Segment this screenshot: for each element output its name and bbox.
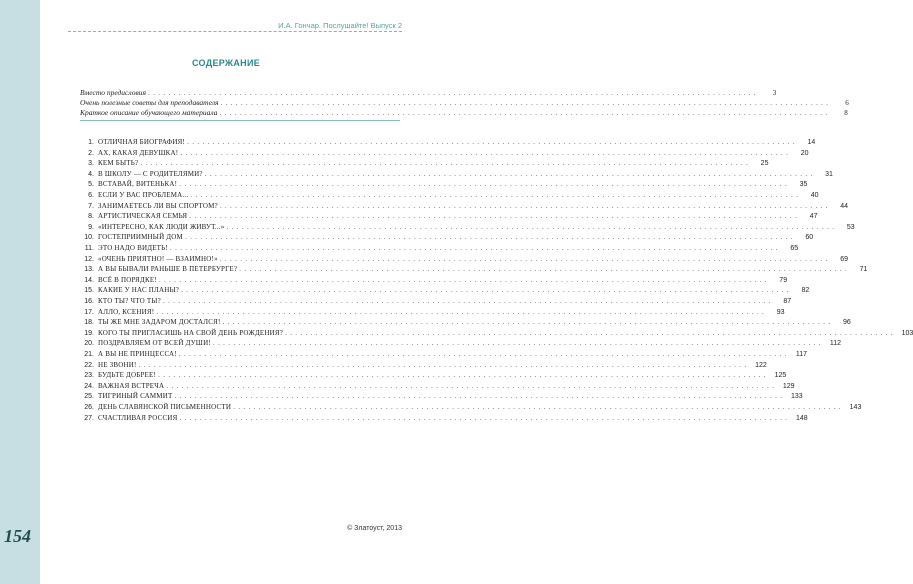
- chapter-number: 25.: [84, 393, 94, 401]
- chapter-number: 9.: [88, 223, 94, 231]
- dot-leader: . . . . . . . . . . . . . . . . . . . . . . . . . . . . . . . . . . . . . . . . . . . . . . . . . . . . . . . . . . . . . . . . . . . . . . . . . . . . . . . . . . . . . . . . . . . . . . . . . . . . . . . . . . . . . . . . . . . . . . . .: [226, 223, 835, 231]
- page-ref: 79: [779, 276, 788, 284]
- dot-leader: . . . . . . . . . . . . . . . . . . . . . . . . . . . . . . . . . . . . . . . . . . . . . . . . . . . . . . . . . . . . . . . . . . . . . . . . . . . . . . . . . . . . . . . . . . . . . . . . . . . . . . . . . . . . . . . . . . . . . . . .: [233, 404, 842, 411]
- chapter-number: 7.: [88, 202, 94, 210]
- chapter-title: ЗАНИМАЕТЕСЬ ЛИ ВЫ СПОРТОМ?: [98, 201, 218, 210]
- dot-leader: . . . . . . . . . . . . . . . . . . . . . . . . . . . . . . . . . . . . . . . . . . . . . . . . . . . . . . . . . . . . . . . . . . . . . . . . . . . . . . . . . . . . . . . . . . . . . . . . . . . . . . . . . . . . . . . . . . . . . . . .: [179, 181, 788, 189]
- toc-entry: [80, 243, 799, 253]
- page-ref: 112: [829, 340, 842, 348]
- page-ref: 53: [846, 223, 855, 231]
- toc-entry: [80, 179, 808, 189]
- toc-entry: [80, 254, 848, 264]
- dot-leader: . . . . . . . . . . . . . . . . . . . . . . . . . . . . . . . . . . . . . . . . . . . . . . . . . . . . . . . . . . . . . . . . . . . . . . . . . . . . . . . . . . . . . . . . . . . . . . . . . . . . . . . . . . . . . . . . . . . . . . . .: [204, 170, 813, 178]
- page-ref: 14: [807, 139, 816, 146]
- dot-leader: . . . . . . . . . . . . . . . . . . . . . . . . . . . . . . . . . . . . . . . . . . . . . . . . . . . . . . . . . . . . . . . . . . . . . . . . . . . . . . . . . . . . . . . . . . . . . . . . . . . . . . . . . . . . . . . . . . . . . . . .: [174, 393, 783, 401]
- chapter-title: КАКИЕ У НАС ПЛАНЫ?: [98, 286, 180, 295]
- page-ref: 87: [783, 298, 792, 305]
- dot-leader: . . . . . . . . . . . . . . . . . . . . . . . . . . . . . . . . . . . . . . . . . . . . . . . . . . . . . . . . . . . . . . . . . . . . . . . . . . . . . . . . . . . . . . . . . . . . . . . . . . . . . . . . . . . . . . . . . . . . . . . .: [219, 110, 828, 117]
- toc-entry: [80, 264, 868, 274]
- toc-entry: [80, 391, 803, 401]
- page-ref: 133: [790, 393, 803, 401]
- toc-entry: [80, 370, 787, 380]
- page-ref: 60: [805, 234, 814, 242]
- page-ref: 47: [809, 213, 818, 221]
- chapter-number: 22.: [84, 361, 94, 369]
- dot-leader: . . . . . . . . . . . . . . . . . . . . . . . . . . . . . . . . . . . . . . . . . . . . . . . . . . . . . . . . . . . . . . . . . . . . . . . . . . . . . . . . . . . . . . . . . . . . . . . . . . . . . . . . . . . . . . . . . . . . . . . .: [166, 382, 775, 390]
- page-ref: 96: [842, 319, 851, 327]
- toc-entry: [80, 201, 849, 211]
- chapter-title: ТИГРИНЫЙ САММИТ: [98, 392, 173, 401]
- page-ref: 71: [859, 266, 868, 274]
- chapter-number: 17.: [84, 308, 94, 316]
- toc-entry: [80, 158, 769, 168]
- page-ref: 35: [799, 181, 808, 189]
- toc-entry: [80, 275, 788, 285]
- toc-entry: [80, 402, 862, 412]
- chapter-number: 19.: [84, 329, 94, 337]
- page-ref: 31: [825, 170, 833, 178]
- toc-entry: [80, 296, 792, 306]
- chapter-number: 4.: [88, 170, 94, 178]
- page-ref: 20: [800, 149, 809, 157]
- chapter-title: «ОЧЕНЬ ПРИЯТНО! — ВЗАИМНО!»: [98, 254, 218, 263]
- chapter-number: 20.: [84, 340, 94, 348]
- dot-leader: . . . . . . . . . . . . . . . . . . . . . . . . . . . . . . . . . . . . . . . . . . . . . . . . . . . . . . . . . . . . . . . . . . . . . . . . . . . . . . . . . . . . . . . . . . . . . . . . . . . . . . . . . . . . . . . . . . . . . . . .: [190, 192, 799, 199]
- page-ref: 6: [845, 99, 849, 107]
- intro-title: Краткое описание обучающего материала: [80, 108, 218, 117]
- chapter-title: АЛЛО, КСЕНИЯ!: [98, 307, 155, 316]
- page-ref: 65: [790, 245, 799, 252]
- intro-entry: [80, 98, 849, 108]
- page-ref: 129: [782, 382, 795, 390]
- chapter-title: ДЕНЬ СЛАВЯНСКОЙ ПИСЬМЕННОСТИ: [98, 403, 232, 411]
- page-ref: 148: [795, 414, 808, 422]
- dot-leader: . . . . . . . . . . . . . . . . . . . . . . . . . . . . . . . . . . . . . . . . . . . . . . . . . . . . . . . . . . . . . . . . . . . . . . . . . . . . . . . . . . . . . . . . . . . . . . . . . . . . . . . . . . . . . . . . . . . . . . . .: [219, 255, 828, 263]
- chapter-title: А ВЫ НЕ ПРИНЦЕССА!: [98, 350, 177, 358]
- dot-leader: . . . . . . . . . . . . . . . . . . . . . . . . . . . . . . . . . . . . . . . . . . . . . . . . . . . . . . . . . . . . . . . . . . . . . . . . . . . . . . . . . . . . . . . . . . . . . . . . . . . . . . . . . . . . . . . . . . . . . . . .: [222, 319, 831, 327]
- chapter-number: 10.: [84, 234, 94, 242]
- chapter-title: ЭТО НАДО ВИДЕТЬ!: [98, 244, 168, 252]
- toc-entry: [80, 381, 795, 391]
- page-ref: 93: [776, 308, 785, 316]
- chapter-number: 23.: [84, 372, 94, 380]
- chapter-number: 11.: [84, 245, 94, 252]
- chapter-title: «ИНТЕРЕСНО, КАК ЛЮДИ ЖИВУТ...»: [98, 222, 225, 231]
- page-ref: 117: [795, 351, 807, 358]
- dot-leader: . . . . . . . . . . . . . . . . . . . . . . . . . . . . . . . . . . . . . . . . . . . . . . . . . . . . . . . . . . . . . . . . . . . . . . . . . . . . . . . . . . . . . . . . . . . . . . . . . . . . . . . . . . . . . . . . . . . . . . . .: [184, 234, 794, 242]
- toc-entry: [80, 232, 814, 242]
- chapter-number: 14.: [84, 276, 94, 284]
- toc-entry: [80, 222, 855, 232]
- chapter-title: А ВЫ БЫВАЛИ РАНЬШЕ В ПЕТЕРБУРГЕ?: [98, 265, 238, 274]
- chapter-number: 15.: [84, 287, 94, 295]
- chapter-number: 5.: [88, 181, 94, 189]
- chapter-number: 13.: [84, 266, 94, 274]
- toc-entry: [80, 349, 807, 359]
- page-ref: 82: [801, 287, 810, 295]
- toc-entry: [80, 285, 810, 295]
- intro-title: Вместо предисловия: [80, 88, 146, 97]
- page-ref: 40: [810, 192, 819, 199]
- toc-entry: [80, 360, 767, 370]
- chapter-title: ВАЖНАЯ ВСТРЕЧА: [98, 381, 165, 390]
- page-ref: 125: [774, 372, 787, 380]
- chapter-number: 2.: [88, 149, 94, 157]
- dot-leader: . . . . . . . . . . . . . . . . . . . . . . . . . . . . . . . . . . . . . . . . . . . . . . . . . . . . . . . . . . . . . . . . . . . . . . . . . . . . . . . . . . . . . . . . . . . . . . . . . . . . . . . . . . . . . . . . . . . . . . . .: [189, 213, 798, 221]
- chapter-number: 1.: [88, 139, 94, 146]
- page-ref: 69: [840, 255, 848, 263]
- dot-leader: . . . . . . . . . . . . . . . . . . . . . . . . . . . . . . . . . . . . . . . . . . . . . . . . . . . . . . . . . . . . . . . . . . . . . . . . . . . . . . . . . . . . . . . . . . . . . . . . . . . . . . . . . . . . . . . . . . . . . . . .: [169, 245, 779, 252]
- dot-leader: . . . . . . . . . . . . . . . . . . . . . . . . . . . . . . . . . . . . . . . . . . . . . . . . . . . . . . . . . . . . . . . . . . . . . . . . . . . . . . . . . . . . . . . . . . . . . . . . . . . . . . . . . . . . . . . . . . . . . . . .: [138, 361, 747, 369]
- intro-title: Очень полезные советы для преподавателя: [80, 98, 219, 107]
- page-ref: 8: [844, 109, 848, 117]
- page-ref: 25: [760, 160, 769, 168]
- chapter-title: АХ, КАКАЯ ДЕВУШКА!: [98, 148, 179, 157]
- toc-entry: [80, 413, 808, 423]
- chapter-title: ВСЁ В ПОРЯДКЕ!: [98, 275, 157, 284]
- chapter-title: ВСТАВАЙ, ВИТЕНЬКА!: [98, 180, 178, 189]
- chapter-title: В ШКОЛУ — С РОДИТЕЛЯМИ?: [98, 169, 203, 178]
- chapter-number: 24.: [84, 382, 94, 390]
- toc-entry: [80, 307, 785, 317]
- chapter-title: КОГО ТЫ ПРИГЛАСИШЬ НА СВОЙ ДЕНЬ РОЖДЕНИЯ?: [98, 328, 284, 337]
- dot-leader: . . . . . . . . . . . . . . . . . . . . . . . . . . . . . . . . . . . . . . . . . . . . . . . . . . . . . . . . . . . . . . . . . . . . . . . . . . . . . . . . . . . . . . . . . . . . . . . . . . . . . . . . . . . . . . . . . . . . . . . .: [285, 329, 894, 337]
- chapter-number: 21.: [84, 351, 94, 358]
- chapter-title: КТО ТЫ? ЧТО ТЫ?: [98, 297, 161, 305]
- dot-leader: . . . . . . . . . . . . . . . . . . . . . . . . . . . . . . . . . . . . . . . . . . . . . . . . . . . . . . . . . . . . . . . . . . . . . . . . . . . . . . . . . . . . . . . . . . . . . . . . . . . . . . . . . . . . . . . . . . . . . . . .: [219, 202, 829, 210]
- chapter-number: 27.: [84, 414, 94, 422]
- chapter-number: 16.: [84, 298, 94, 305]
- dot-leader: . . . . . . . . . . . . . . . . . . . . . . . . . . . . . . . . . . . . . . . . . . . . . . . . . . . . . . . . . . . . . . . . . . . . . . . . . . . . . . . . . . . . . . . . . . . . . . . . . . . . . . . . . . . . . . . . . . . . . . . .: [158, 372, 767, 380]
- dot-leader: . . . . . . . . . . . . . . . . . . . . . . . . . . . . . . . . . . . . . . . . . . . . . . . . . . . . . . . . . . . . . . . . . . . . . . . . . . . . . . . . . . . . . . . . . . . . . . . . . . . . . . . . . . . . . . . . . . . . . . . .: [220, 100, 829, 107]
- intro-entry: [80, 108, 848, 118]
- chapter-title: ОТЛИЧНАЯ БИОГРАФИЯ!: [98, 138, 186, 146]
- intro-entry: [80, 88, 777, 98]
- copyright-notice: © Златоуст, 2013: [347, 525, 402, 532]
- dot-leader: . . . . . . . . . . . . . . . . . . . . . . . . . . . . . . . . . . . . . . . . . . . . . . . . . . . . . . . . . . . . . . . . . . . . . . . . . . . . . . . . . . . . . . . . . . . . . . . . . . . . . . . . . . . . . . . . . . . . . . . .: [178, 351, 787, 358]
- chapter-number: 26.: [84, 404, 94, 411]
- chapter-number: 8.: [88, 213, 94, 221]
- toc-entry: [80, 317, 851, 327]
- chapter-number: 3.: [88, 160, 94, 168]
- chapter-title: БУДЬТЕ ДОБРЕЕ!: [98, 371, 157, 380]
- chapter-number: 6.: [88, 192, 94, 199]
- chapter-number: 12.: [84, 255, 94, 263]
- toc-entry: [80, 169, 833, 179]
- chapter-number: 18.: [84, 319, 94, 327]
- chapter-title: СЧАСТЛИВАЯ РОССИЯ: [98, 413, 178, 422]
- page-ref: 3: [772, 89, 777, 97]
- page-ref: 122: [755, 361, 767, 369]
- toc-entry: [80, 137, 816, 147]
- intro-divider: [80, 120, 400, 121]
- dot-leader: . . . . . . . . . . . . . . . . . . . . . . . . . . . . . . . . . . . . . . . . . . . . . . . . . . . . . . . . . . . . . . . . . . . . . . . . . . . . . . . . . . . . . . . . . . . . . . . . . . . . . . . . . . . . . . . . . . . . . . . .: [239, 266, 848, 274]
- toc-entry: [80, 190, 819, 200]
- page-ref: 44: [840, 202, 849, 210]
- dot-leader: . . . . . . . . . . . . . . . . . . . . . . . . . . . . . . . . . . . . . . . . . . . . . . . . . . . . . . . . . . . . . . . . . . . . . . . . . . . . . . . . . . . . . . . . . . . . . . . . . . . . . . . . . . . . . . . . . . . . . . . .: [158, 276, 768, 284]
- page-ref: 103: [901, 329, 913, 337]
- dot-leader: . . . . . . . . . . . . . . . . . . . . . . . . . . . . . . . . . . . . . . . . . . . . . . . . . . . . . . . . . . . . . . . . . . . . . . . . . . . . . . . . . . . . . . . . . . . . . . . . . . . . . . . . . . . . . . . . . . . . . . . .: [212, 340, 822, 348]
- side-color-bar: [0, 0, 40, 584]
- page-number: 154: [4, 526, 31, 546]
- chapter-title: НЕ ЗВОНИ!: [98, 360, 137, 369]
- chapter-title: АРТИСТИЧЕСКАЯ СЕМЬЯ: [98, 212, 188, 221]
- dot-leader: . . . . . . . . . . . . . . . . . . . . . . . . . . . . . . . . . . . . . . . . . . . . . . . . . . . . . . . . . . . . . . . . . . . . . . . . . . . . . . . . . . . . . . . . . . . . . . . . . . . . . . . . . . . . . . . . . . . . . . . .: [148, 90, 757, 97]
- page-ref: 143: [849, 404, 862, 411]
- dot-leader: . . . . . . . . . . . . . . . . . . . . . . . . . . . . . . . . . . . . . . . . . . . . . . . . . . . . . . . . . . . . . . . . . . . . . . . . . . . . . . . . . . . . . . . . . . . . . . . . . . . . . . . . . . . . . . . . . . . . . . . .: [181, 287, 790, 295]
- toc-entry: [80, 211, 818, 221]
- dot-leader: . . . . . . . . . . . . . . . . . . . . . . . . . . . . . . . . . . . . . . . . . . . . . . . . . . . . . . . . . . . . . . . . . . . . . . . . . . . . . . . . . . . . . . . . . . . . . . . . . . . . . . . . . . . . . . . . . . . . . . . .: [179, 414, 788, 422]
- chapter-title: ЕСЛИ У ВАС ПРОБЛЕМА...: [98, 191, 189, 199]
- running-header: И.А. Гончар. Послушайте! Выпуск 2: [278, 21, 402, 30]
- header-divider: [68, 31, 402, 32]
- toc-entry: [80, 148, 809, 158]
- chapter-title: ГОСТЕПРИИМНЫЙ ДОМ: [98, 233, 183, 242]
- chapter-title: КЕМ БЫТЬ?: [98, 159, 139, 168]
- chapter-title: ТЫ ЖЕ МНЕ ЗАДАРОМ ДОСТАЛСЯ!: [98, 318, 221, 327]
- toc-entry: [80, 328, 913, 338]
- dot-leader: . . . . . . . . . . . . . . . . . . . . . . . . . . . . . . . . . . . . . . . . . . . . . . . . . . . . . . . . . . . . . . . . . . . . . . . . . . . . . . . . . . . . . . . . . . . . . . . . . . . . . . . . . . . . . . . . . . . . . . . .: [156, 308, 765, 316]
- page-title: СОДЕРЖАНИЕ: [191, 58, 261, 68]
- chapter-title: ПОЗДРАВЛЯЕМ ОТ ВСЕЙ ДУШИ!: [98, 339, 211, 348]
- toc-entry: [80, 338, 842, 348]
- dot-leader: . . . . . . . . . . . . . . . . . . . . . . . . . . . . . . . . . . . . . . . . . . . . . . . . . . . . . . . . . . . . . . . . . . . . . . . . . . . . . . . . . . . . . . . . . . . . . . . . . . . . . . . . . . . . . . . . . . . . . . . .: [180, 149, 789, 157]
- dot-leader: . . . . . . . . . . . . . . . . . . . . . . . . . . . . . . . . . . . . . . . . . . . . . . . . . . . . . . . . . . . . . . . . . . . . . . . . . . . . . . . . . . . . . . . . . . . . . . . . . . . . . . . . . . . . . . . . . . . . . . . .: [140, 160, 749, 168]
- dot-leader: . . . . . . . . . . . . . . . . . . . . . . . . . . . . . . . . . . . . . . . . . . . . . . . . . . . . . . . . . . . . . . . . . . . . . . . . . . . . . . . . . . . . . . . . . . . . . . . . . . . . . . . . . . . . . . . . . . . . . . . .: [162, 298, 772, 305]
- dot-leader: . . . . . . . . . . . . . . . . . . . . . . . . . . . . . . . . . . . . . . . . . . . . . . . . . . . . . . . . . . . . . . . . . . . . . . . . . . . . . . . . . . . . . . . . . . . . . . . . . . . . . . . . . . . . . . . . . . . . . . . .: [187, 139, 796, 146]
